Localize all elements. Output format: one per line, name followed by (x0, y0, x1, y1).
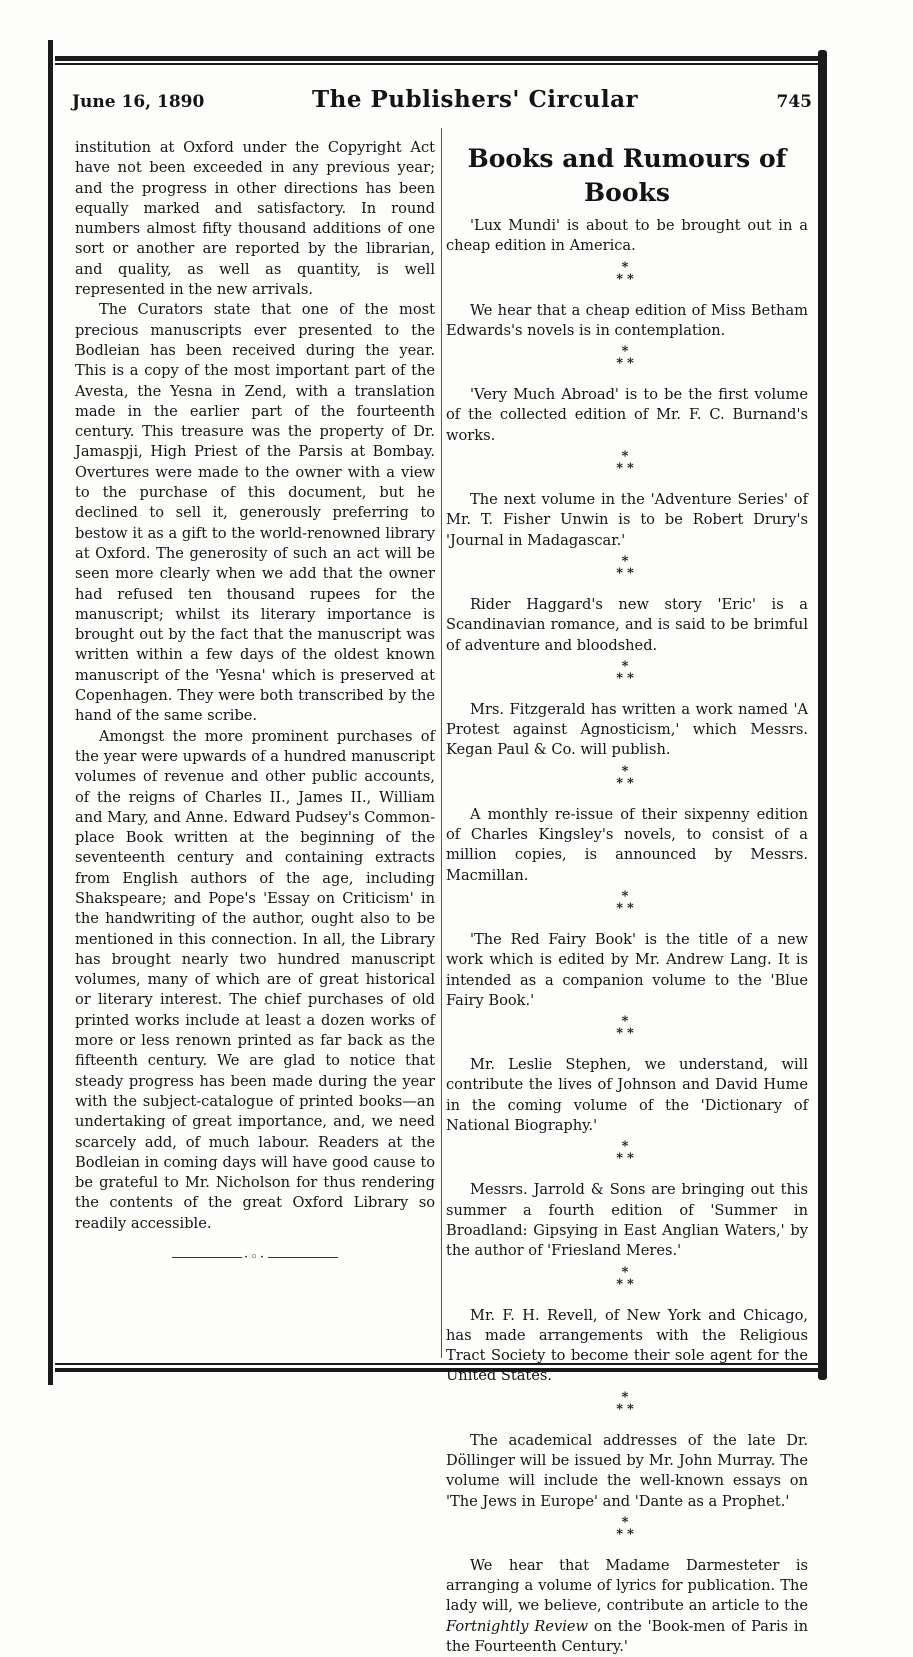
top-thick-rule (55, 56, 825, 61)
asterism-separator (446, 658, 808, 686)
asterism-top: * (621, 553, 633, 569)
news-item: Mr. Leslie Stephen, we understand, will contribute the lives of Johnson and David Hume in the coming volume of the 'Dictionary of National Biography.' (446, 1056, 808, 1135)
asterism-separator (446, 1264, 808, 1292)
news-items (446, 216, 808, 1541)
news-item: The next volume in the 'Adventure Series' of Mr. T. Fisher Unwin is to be Robert Drury's 'Journal in Madagascar.' (446, 491, 808, 549)
asterism-bottom: ** (616, 1401, 638, 1417)
page-number: 745 (776, 92, 812, 112)
news-item: Rider Haggard's new story 'Eric' is a Scandinavian romance, and is said to be brimful of adventure and bloodshed. (446, 595, 808, 654)
news-item: Messrs. Jarrold & Sons are bringing out this summer a fourth edition of 'Summer in Broadland: Gipsying in East Anglian Waters,' by the author of 'Friesland Meres.' (446, 1181, 808, 1260)
asterism-separator (446, 259, 808, 287)
asterism-bottom: ** (616, 670, 638, 686)
news-item: Mrs. Fitzgerald has written a work named 'A Protest against Agnosticism,' which Messrs. Kegan Paul & Co. will publish. (446, 700, 808, 759)
asterism-top: * (621, 1139, 633, 1155)
asterism-bottom: ** (616, 1026, 638, 1042)
left-paragraph: institution at Oxford under the Copyright Act have not been exceeded in any previous year; and the progress in other directions has been equally marked and satisfactory. In round numbers almost fifty thousand additions of one sort or another are reported by the librarian, and quality, as well as quantity, is well represented in the new arrivals. (75, 139, 435, 299)
asterism-separator (446, 1514, 808, 1542)
asterism-bottom: ** (616, 1526, 638, 1542)
right-column (446, 138, 808, 1657)
left-paragraph: The Curators state that one of the most precious manuscripts ever presented to the Bodleian has been received during the year. This is a copy of the most important part of the Avesta, the Yesna in Zend, with a translation made in the earlier part of the fourteenth century. This treasure was the property of Dr. Jamaspji, High Priest of the Parsis at Bombay. Overtures were made to the owner with a view to the purchase of this document, but he declined to sell it, generously preferring to bestow it as a gift to the world-renowned library at Oxford. The generosity of such an act will be seen more clearly when we add that the owner had refused ten thousand rupees for the manuscript; whilst its literary importance is brought out by the fact that the manuscript was written within a few days of the oldest known manuscript of the 'Yesna' which is preserved at Copenhagen. They were both transcribed by the hand of the same scribe. (75, 301, 435, 725)
news-item: We hear that Madame Darmesteter is arranging a volume of lyrics for publication. The lady will, we believe, contribute an article to the Fortnightly Review on the 'Book-men of Paris in the Fourteenth Century.' (446, 1556, 808, 1656)
asterism-top: * (621, 449, 633, 465)
asterism-top: * (621, 259, 633, 275)
news-item: We hear that a cheap edition of Miss Betham Edwards's novels is in contemplation. (446, 301, 808, 339)
asterism-top: * (621, 1514, 633, 1530)
asterism-separator (446, 1141, 808, 1165)
asterism-separator (446, 763, 808, 791)
italic-title: Fortnightly Review (446, 1617, 589, 1635)
news-item: Mr. F. H. Revell, of New York and Chicago, has made arrangements with the Religious Tract Society to become their sole agent for the United States. (446, 1306, 808, 1385)
asterism-top: * (621, 344, 633, 360)
asterism-top: * (621, 888, 633, 904)
left-paragraph: Amongst the more prominent purchases of the year were upwards of a hundred manuscript volumes of revenue and other public accounts, of the reigns of Charles II., James II., William and Mary, and Anne. Edward Pudsey's Common-place Book written at the beginning of the seventeenth century and containing extracts from English authors of the age, including Shakspeare; and Pope's 'Essay on Criticism' in the handwriting of the author, ought also to be mentioned in this connection. In all, the Library has brought nearly two hundred manuscript volumes, many of which are of great historical or literary interest. The chief purchases of old printed works include at least a dozen works of more or less renown printed as far back as the fifteenth century. We are glad to notice that steady progress has been made during the year with the subject-catalogue of printed books—an undertaking of great importance, and, we need scarcely add, of much labour. Readers at the Bodleian in coming days will have good cause to be grateful to Mr. Nicholson for thus rendering the contents of the great Oxford Library so readily accessible. (75, 727, 435, 1232)
asterism-bottom: ** (616, 356, 638, 372)
asterism-top: * (621, 1264, 633, 1280)
column-divider (441, 128, 442, 1358)
asterism-separator (446, 1389, 808, 1417)
asterism-bottom: ** (616, 461, 638, 477)
asterism-separator (446, 888, 808, 916)
asterism-top: * (621, 658, 633, 674)
asterism-bottom: ** (616, 775, 638, 791)
section-title (446, 142, 808, 210)
left-column (75, 138, 435, 1268)
asterism-separator (446, 346, 808, 370)
asterism-top: * (621, 763, 633, 779)
header-date: June 16, 1890 (72, 92, 205, 112)
running-header (72, 82, 812, 118)
header-title: The Publishers' Circular (312, 86, 639, 113)
asterism-bottom: ** (616, 1151, 638, 1167)
section-title-line: Books and Rumours of (467, 144, 787, 173)
asterism-bottom: ** (616, 271, 638, 287)
news-item: 'Very Much Abroad' is to be the first volume of the collected edition of Mr. F. C. Burnand's works. (446, 386, 808, 444)
section-title-line: Books (584, 178, 670, 207)
news-item: 'The Red Fairy Book' is the title of a new work which is edited by Mr. Andrew Lang. It is intended as a companion volume to the 'Blue Fairy Book.' (446, 930, 808, 1009)
asterism-separator (446, 451, 808, 475)
asterism-separator (446, 1016, 808, 1040)
news-item: 'Lux Mundi' is about to be brought out in a cheap edition in America. (446, 217, 808, 255)
asterism-separator (446, 553, 808, 581)
asterism-bottom: ** (616, 565, 638, 581)
asterism-bottom: ** (616, 1276, 638, 1292)
top-thin-rule (55, 63, 825, 65)
left-border-rule (48, 40, 53, 1385)
right-border-rule (818, 50, 827, 1380)
news-item: The academical addresses of the late Dr. Döllinger will be issued by Mr. John Murray. The volume will include the well-known essays on 'The Jews in Europe' and 'Dante as a Prophet.' (446, 1431, 808, 1510)
news-item: A monthly re-issue of their sixpenny edition of Charles Kingsley's novels, to consist of a million copies, is announced by Messrs. Macmillan. (446, 805, 808, 884)
asterism-bottom: ** (616, 900, 638, 916)
asterism-top: * (621, 1014, 633, 1030)
asterism-top: * (621, 1389, 633, 1405)
end-ornament: ·◦· (75, 1248, 435, 1268)
